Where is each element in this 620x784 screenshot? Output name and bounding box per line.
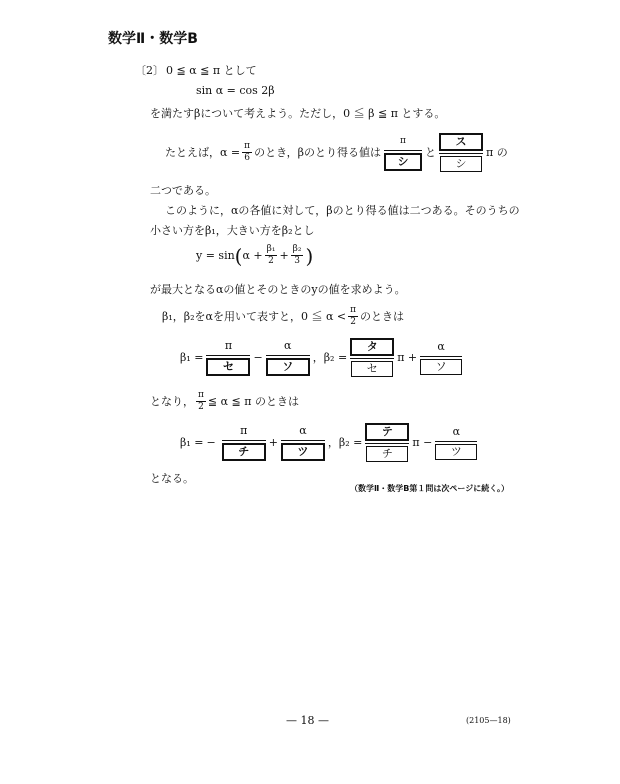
answer-box-se-ref[interactable]: セ [351, 361, 393, 377]
fraction-bar [384, 150, 422, 151]
answer-box-chi-ref[interactable]: チ [366, 446, 408, 462]
b2-alpha-fraction [420, 340, 462, 375]
answer-box-shi[interactable]: シ [384, 153, 422, 171]
beta1-num: β₁ [266, 244, 276, 254]
first-beta-fraction [384, 134, 422, 171]
b1-alpha-2: α [299, 424, 307, 437]
half-pi-fraction [348, 305, 358, 328]
pi-plus: π + [397, 350, 418, 364]
b1-lhs: β₁ = [180, 350, 204, 364]
answer-box-te[interactable]: テ [365, 423, 409, 441]
alpha-fraction [242, 141, 252, 164]
para-line-2: 小さい方をβ₁，大きい方をβ₂とし [150, 224, 315, 237]
b1-alpha: α [283, 339, 292, 352]
beta1-half [265, 244, 278, 267]
condition-text: 0 ≦ α ≦ π として [166, 64, 257, 77]
two-values-text: 二つである。 [150, 184, 216, 197]
b1-alpha-fraction-2 [281, 424, 325, 461]
alpha-den: 6 [244, 153, 250, 163]
beta2-third [291, 244, 304, 267]
pi-minus: π − [412, 435, 433, 449]
nokiha-text: のときは [360, 309, 405, 323]
right-paren: ) [305, 243, 314, 268]
b2-alpha-fraction-2 [435, 425, 477, 460]
neg-sign: − [206, 435, 216, 449]
y-equation [196, 244, 313, 267]
main-equation: sin α = cos 2β [196, 84, 275, 97]
minus-sign: − [253, 350, 263, 364]
fraction-bar [266, 355, 310, 356]
example-line [165, 133, 508, 172]
b1-pi: π [224, 339, 233, 352]
half-den: 2 [350, 317, 356, 327]
to-text: と [425, 145, 436, 159]
section-title: 数学Ⅱ・数学B [108, 31, 198, 47]
answer-box-shi-ref[interactable]: シ [440, 156, 482, 172]
max-text: が最大となるαの値とそのときのyの値を求めよう。 [150, 283, 406, 296]
answer-box-chi[interactable]: チ [222, 443, 266, 461]
alpha-num: π [244, 141, 251, 151]
answer-box-so[interactable]: ソ [266, 358, 310, 376]
half-den-2: 2 [198, 402, 204, 412]
y-lhs: y = sin [196, 248, 235, 262]
b2-alpha-2: α [452, 425, 461, 438]
two-den: 2 [268, 256, 274, 266]
b2-pi-fraction [350, 338, 394, 377]
fraction-bar [281, 440, 325, 441]
second-beta-fraction [439, 133, 483, 172]
tonari-line [150, 390, 299, 413]
half-num: π [350, 305, 357, 315]
naru-text: となる。 [150, 472, 194, 485]
answer-box-so-ref[interactable]: ソ [420, 359, 462, 375]
half-pi-fraction-2 [196, 390, 206, 413]
express-text: β₁，β₂をαを用いて表すと，0 ≦ α < [162, 309, 347, 323]
continue-note: （数学Ⅱ・数学B第１問は次ページに続く。） [350, 484, 510, 493]
plus-sign-2: + [268, 435, 278, 449]
answer-box-se[interactable]: セ [206, 358, 250, 376]
beta-formula-1 [180, 338, 465, 377]
b2-pi-fraction-2 [365, 423, 409, 462]
fraction-bar [365, 443, 409, 444]
fraction-bar [222, 440, 266, 441]
beta2-num: β₂ [292, 244, 302, 254]
answer-box-ta[interactable]: タ [350, 338, 394, 356]
fraction-bar [206, 355, 250, 356]
three-den: 3 [294, 256, 300, 266]
page-number: — 18 — [286, 714, 329, 727]
b1-pi-fraction-2 [222, 424, 266, 461]
example-post: π の [486, 145, 508, 159]
problem-number: 〔2〕 [135, 64, 164, 77]
tonari-pre: となり， [150, 394, 194, 408]
answer-box-tsu-ref[interactable]: ツ [435, 444, 477, 460]
b2-lhs-2: ，β₂ = [327, 435, 363, 449]
intro-text: を満たすβについて考えよう。ただし，0 ≦ β ≦ π とする。 [150, 107, 446, 120]
fraction-bar [439, 153, 483, 154]
page-code: (2105—18) [466, 716, 511, 725]
y-alpha: α + [242, 248, 263, 262]
b2-alpha: α [437, 340, 445, 353]
left-paren: ( [234, 243, 243, 268]
beta-formula-2 [180, 423, 480, 462]
fraction-bar [350, 358, 394, 359]
express-line [162, 305, 404, 328]
b1-alpha-fraction [266, 339, 310, 376]
answer-box-tsu[interactable]: ツ [281, 443, 325, 461]
half-num-2: π [198, 390, 204, 400]
b1-pi-fraction [206, 339, 250, 376]
first-beta-num: π [400, 136, 406, 146]
b1-lhs-2: β₁ = [180, 435, 204, 449]
fraction-bar [420, 356, 462, 357]
b2-lhs: ，β₂ = [312, 350, 348, 364]
para-line-1: このように，αの各値に対して，βのとり得る値は二つある。そのうちの [165, 204, 520, 217]
b1-pi-2: π [240, 424, 248, 437]
answer-box-su[interactable]: ス [439, 133, 483, 151]
example-pre: たとえば，α = [165, 145, 241, 159]
plus-sign: + [279, 248, 289, 262]
example-mid: のとき，βのとり得る値は [254, 145, 381, 159]
tonari-post: ≦ α ≦ π のときは [207, 394, 299, 408]
fraction-bar [435, 441, 477, 442]
